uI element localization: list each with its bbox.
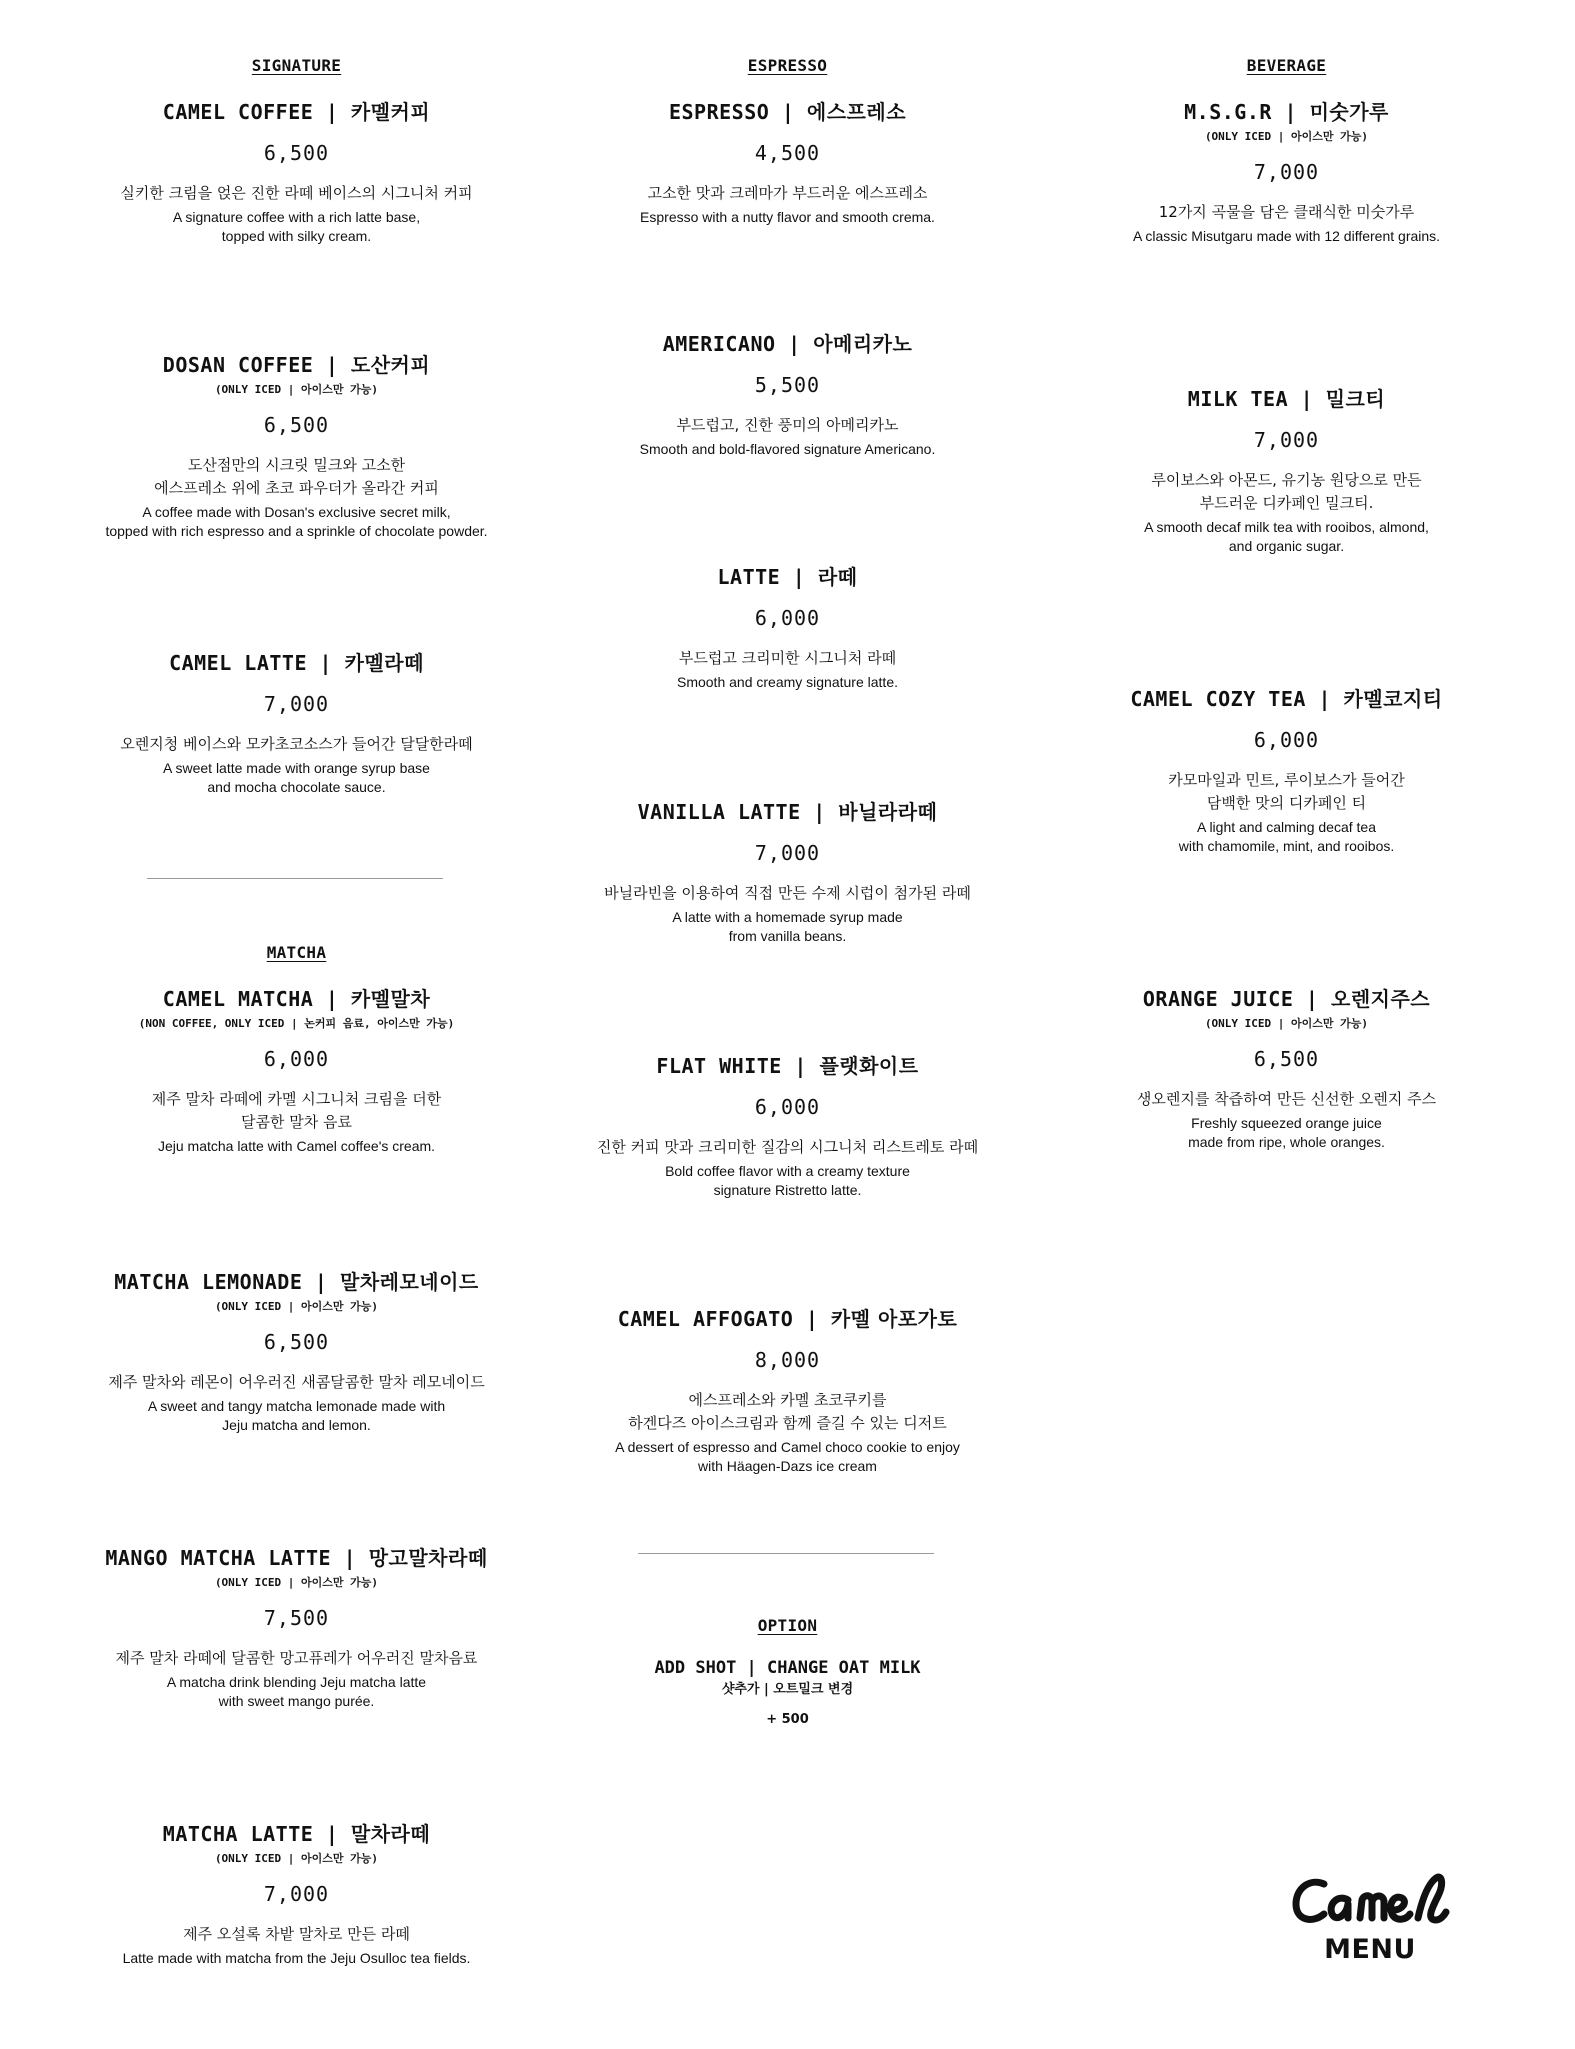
item-name: CAMEL COFFEE | 카멜커피: [162, 100, 431, 124]
item-description-ko: 도산점만의 시크릿 밀크와 고소한 에스프레소 위에 초코 파우더가 올라간 커피: [154, 456, 439, 497]
menu-item-matcha-latte: [34, 1821, 559, 1968]
option-name: ADD SHOT | CHANGE OAT MILK: [654, 1658, 921, 1678]
item-description-ko: 에스프레소와 카멜 초코쿠키를 하겐다즈 아이스크림과 함께 즐길 수 있는 디저트: [628, 1391, 947, 1432]
item-price: 7,000: [754, 841, 821, 865]
item-description-ko: 부드럽고 크리미한 시그니처 라떼: [678, 649, 897, 667]
item-name: FLAT WHITE | 플랫화이트: [656, 1054, 919, 1078]
item-description-en: A signature coffee with a rich latte base, topped with silky cream.: [172, 209, 421, 244]
item-name: CAMEL LATTE | 카멜라떼: [169, 651, 424, 675]
item-description-en: Freshly squeezed orange juice made from ripe, whole oranges.: [1188, 1115, 1385, 1150]
menu-item-camel-latte: [34, 650, 559, 797]
menu-item-msgr: [1024, 99, 1549, 246]
item-price: 7,000: [263, 692, 330, 716]
item-price: 7,000: [1253, 428, 1320, 452]
item-description-ko: 진한 커피 맛과 크리미한 질감의 시그니처 리스트레토 라떼: [596, 1138, 979, 1156]
item-price: 7,500: [263, 1606, 330, 1630]
menu-item-flat-white: [525, 1053, 1050, 1200]
item-price: 7,000: [263, 1882, 330, 1906]
item-description-ko: 제주 말차와 레몬이 어우러진 새콤달콤한 말차 레모네이드: [108, 1373, 485, 1391]
item-description-en: A light and calming decaf tea with chamomile, mint, and rooibos.: [1178, 819, 1395, 854]
menu-item-milk-tea: [1024, 386, 1549, 556]
item-name: ESPRESSO | 에스프레소: [668, 100, 907, 124]
option-price: + 500: [766, 1712, 809, 1727]
item-name: M.S.G.R | 미숫가루: [1184, 100, 1389, 124]
section-divider: [34, 878, 559, 879]
item-price: 6,500: [263, 1330, 330, 1354]
item-note: (ONLY ICED | 아이스만 가능): [214, 1300, 379, 1313]
item-note: (ONLY ICED | 아이스만 가능): [214, 383, 379, 396]
item-description-en: Smooth and creamy signature latte.: [676, 674, 898, 690]
item-note: (NON COFFEE, ONLY ICED | 논커피 음료, 아이스만 가능): [138, 1017, 455, 1030]
item-note: (ONLY ICED | 아이스만 가능): [214, 1576, 379, 1589]
menu-item-orange-juice: [1024, 986, 1549, 1152]
logo-menu-label: MENU: [1324, 1934, 1416, 1965]
item-name: MILK TEA | 밀크티: [1187, 387, 1386, 411]
menu-item-mango-matcha-latte: [34, 1545, 559, 1711]
item-description-ko: 제주 오설록 차밭 말차로 만든 라떼: [183, 1925, 410, 1943]
section-title-option: OPTION: [757, 1616, 818, 1635]
section-title-beverage: BEVERAGE: [1246, 56, 1327, 75]
item-description-ko: 오렌지청 베이스와 모카초코소스가 들어간 달달한라떼: [120, 735, 473, 753]
item-price: 6,500: [263, 141, 330, 165]
item-description-en: Bold coffee flavor with a creamy texture signature Ristretto latte.: [665, 1163, 910, 1198]
menu-item-americano: [525, 331, 1050, 459]
item-note: (ONLY ICED | 아이스만 가능): [1204, 1017, 1369, 1030]
menu-item-camel-affogato: [525, 1306, 1050, 1476]
item-name: MANGO MATCHA LATTE | 망고말차라떼: [105, 1546, 488, 1570]
item-description-en: A matcha drink blending Jeju matcha latte with sweet mango purée.: [166, 1674, 427, 1709]
item-price: 6,500: [263, 413, 330, 437]
item-name: CAMEL COZY TEA | 카멜코지티: [1130, 687, 1443, 711]
item-description-ko: 생오렌지를 착즙하여 만든 신선한 오렌지 주스: [1136, 1090, 1437, 1108]
item-price: 6,000: [754, 606, 821, 630]
item-description-en: A sweet and tangy matcha lemonade made with Jeju matcha and lemon.: [147, 1398, 446, 1433]
section-divider: [525, 1553, 1050, 1554]
item-price: 6,000: [263, 1047, 330, 1071]
item-name: VANILLA LATTE | 바닐라라떼: [637, 800, 938, 824]
item-description-ko: 실키한 크림을 얹은 진한 라떼 베이스의 시그니처 커피: [120, 184, 473, 202]
item-name: CAMEL AFFOGATO | 카멜 아포가토: [617, 1307, 958, 1331]
item-description-ko: 바닐라빈을 이용하여 직접 만든 수제 시럽이 첨가된 라떼: [604, 884, 971, 902]
item-price: 8,000: [754, 1348, 821, 1372]
item-description-en: Jeju matcha latte with Camel coffee's cream.: [157, 1138, 436, 1154]
menu-item-camel-matcha: [34, 986, 559, 1156]
menu-item-camel-cozy-tea: [1024, 686, 1549, 856]
item-description-ko: 제주 말차 라떼에 달콤한 망고퓨레가 어우러진 말차음료: [115, 1649, 478, 1667]
item-description-ko: 부드럽고, 진한 풍미의 아메리카노: [676, 416, 899, 434]
item-price: 7,000: [1253, 160, 1320, 184]
option-add-shot-oat-milk: [525, 1657, 1050, 1729]
item-description-ko: 루이보스와 아몬드, 유기농 원당으로 만든 부드러운 디카페인 밀크티.: [1151, 471, 1422, 512]
item-price: 6,500: [1253, 1047, 1320, 1071]
camel-logo: [1290, 1870, 1450, 1970]
item-description-en: Latte made with matcha from the Jeju Osulloc tea fields.: [122, 1950, 471, 1966]
menu-item-matcha-lemonade: [34, 1269, 559, 1435]
item-name: MATCHA LATTE | 말차라떼: [162, 1822, 431, 1846]
item-description-ko: 12가지 곡물을 담은 클래식한 미숫가루: [1158, 203, 1415, 221]
menu-item-vanilla-latte: [525, 799, 1050, 946]
item-note: (ONLY ICED | 아이스만 가능): [1204, 130, 1369, 143]
item-note: (ONLY ICED | 아이스만 가능): [214, 1852, 379, 1865]
item-description-en: A smooth decaf milk tea with rooibos, almond, and organic sugar.: [1144, 519, 1429, 554]
item-name: ORANGE JUICE | 오렌지주스: [1142, 987, 1431, 1011]
item-price: 4,500: [754, 141, 821, 165]
menu-item-camel-coffee: [34, 99, 559, 246]
item-description-ko: 고소한 맛과 크레마가 부드러운 에스프레소: [647, 184, 928, 202]
item-name: LATTE | 라떼: [717, 565, 858, 589]
option-name-ko: 샷추가 | 오트밀크 변경: [721, 1682, 854, 1697]
item-description-en: A latte with a homemade syrup made from vanilla beans.: [672, 909, 903, 944]
item-name: AMERICANO | 아메리카노: [662, 332, 913, 356]
section-title-espresso: ESPRESSO: [747, 56, 828, 75]
item-name: CAMEL MATCHA | 카멜말차: [162, 987, 431, 1011]
section-title-signature: SIGNATURE: [251, 56, 342, 75]
item-description-en: A dessert of espresso and Camel choco cookie to enjoy with Häagen-Dazs ice cream: [615, 1439, 960, 1474]
item-price: 6,000: [754, 1095, 821, 1119]
section-title-matcha: MATCHA: [266, 943, 327, 962]
camel-wordmark-icon: [1290, 1870, 1450, 1934]
item-price: 6,000: [1253, 728, 1320, 752]
menu-item-latte: [525, 564, 1050, 692]
menu-item-dosan-coffee: [34, 352, 559, 541]
item-description-en: A coffee made with Dosan's exclusive secret milk, topped with rich espresso and a sprinkle of chocolate powder.: [105, 504, 488, 539]
item-description-en: A sweet latte made with orange syrup base and mocha chocolate sauce.: [163, 760, 430, 795]
item-name: MATCHA LEMONADE | 말차레모네이드: [114, 1270, 479, 1294]
item-price: 5,500: [754, 373, 821, 397]
item-description-en: A classic Misutgaru made with 12 different grains.: [1132, 228, 1441, 244]
item-description-en: Espresso with a nutty flavor and smooth crema.: [640, 209, 935, 225]
item-description-en: Smooth and bold-flavored signature Americano.: [639, 441, 936, 457]
item-description-ko: 제주 말차 라떼에 카멜 시그니처 크림을 더한 달콤한 말차 음료: [151, 1090, 442, 1131]
menu-item-espresso: [525, 99, 1050, 227]
item-description-ko: 카모마일과 민트, 루이보스가 들어간 담백한 맛의 디카페인 티: [1168, 771, 1405, 812]
item-name: DOSAN COFFEE | 도산커피: [162, 353, 431, 377]
